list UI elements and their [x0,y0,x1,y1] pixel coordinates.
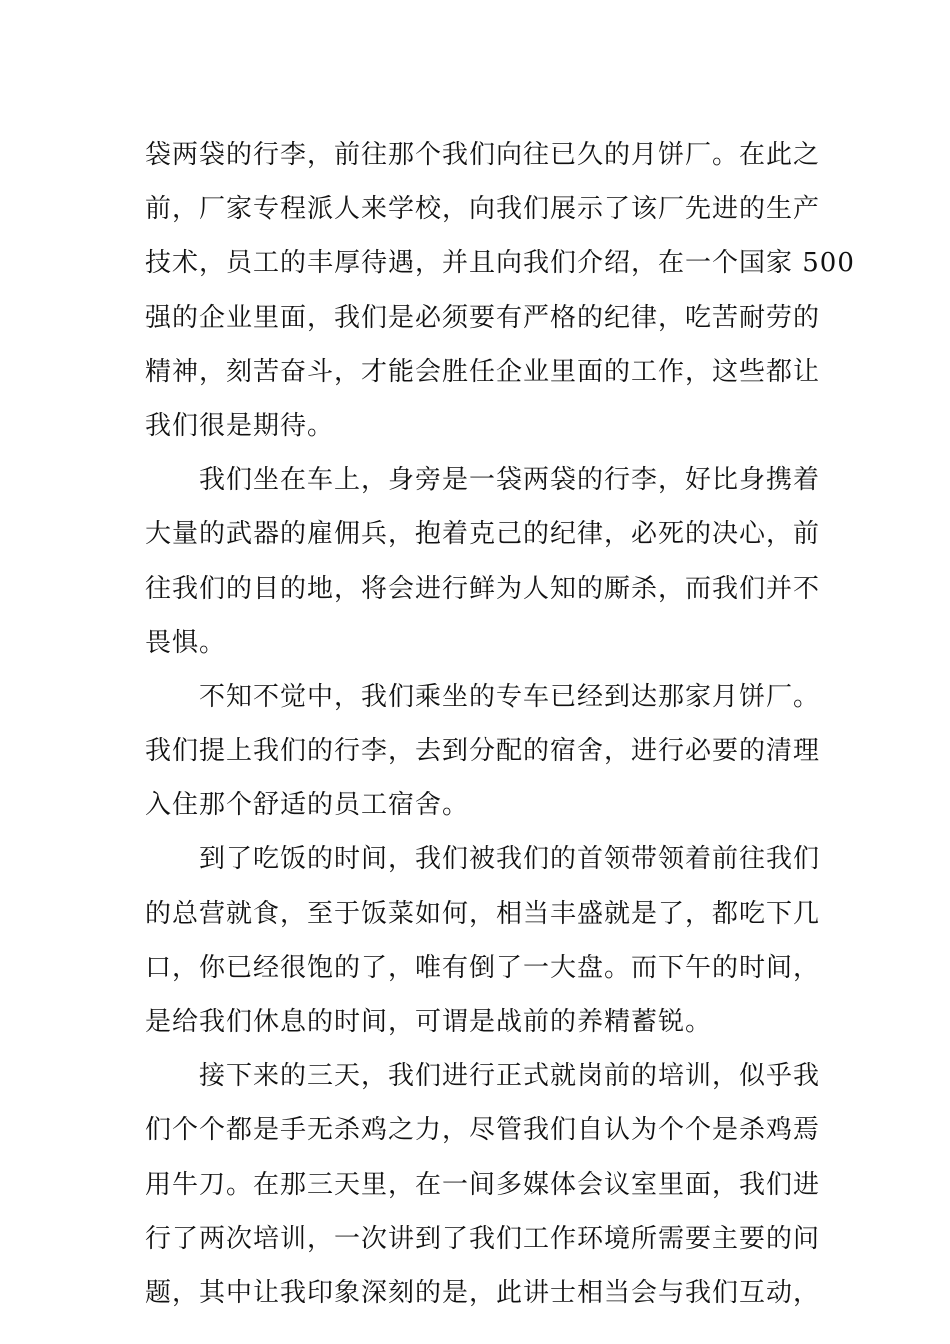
paragraph-first-line: 我们坐在车上，身旁是一袋两袋的行李，好比身携着 [199,465,821,496]
text-line: 入住那个舒适的员工宿舍。 [145,790,470,821]
text-line: 精神，刻苦奋斗，才能会胜任企业里面的工作，这些都让 [145,356,821,387]
text-line: 袋两袋的行李，前往那个我们向往已久的月饼厂。在此之 [145,140,821,170]
paragraph-first-line: 不知不觉中，我们乘坐的专车已经到达那家月饼厂。 [199,681,821,712]
text-line: 强的企业里面，我们是必须要有严格的纪律，吃苦耐劳的 [145,302,821,333]
text-line: 行了两次培训，一次讲到了我们工作环境所需要主要的问 [145,1223,821,1254]
text-line: 前，厂家专程派人来学校，向我们展示了该厂先进的生产 [145,194,821,225]
text-line: 是给我们休息的时间，可谓是战前的养精蓄锐。 [145,1007,713,1037]
text-line: 口，你已经很饱的了，唯有倒了一大盘。而下午的时间， [145,952,821,983]
paragraph-first-line: 到了吃饭的时间，我们被我们的首领带领着前往我们 [199,844,821,875]
text-line: 题，其中让我印象深刻的是，此讲士相当会与我们互动， [145,1277,821,1308]
text-line: 技术，员工的丰厚待遇，并且向我们介绍，在一个国家 500 [145,248,855,279]
body-text [145,128,855,1320]
text-line: 们个个都是手无杀鸡之力，尽管我们自认为个个是杀鸡焉 [145,1115,821,1146]
paragraph-first-line: 接下来的三天，我们进行正式就岗前的培训，似乎我 [199,1061,821,1092]
text-line: 畏惧。 [145,627,227,658]
text-line: 往我们的目的地，将会进行鲜为人知的厮杀，而我们并不 [145,573,821,604]
text-line: 大量的武器的雇佣兵，抱着克己的纪律，必死的决心，前 [145,519,821,550]
text-line: 的总营就食，至于饭菜如何，相当丰盛就是了，都吃下几 [145,898,821,929]
text-line: 用牛刀。在那三天里，在一间多媒体会议室里面，我们进 [145,1169,821,1200]
text-line: 我们提上我们的行李，去到分配的宿舍，进行必要的清理 [145,736,821,767]
text-line: 我们很是期待。 [145,410,335,441]
